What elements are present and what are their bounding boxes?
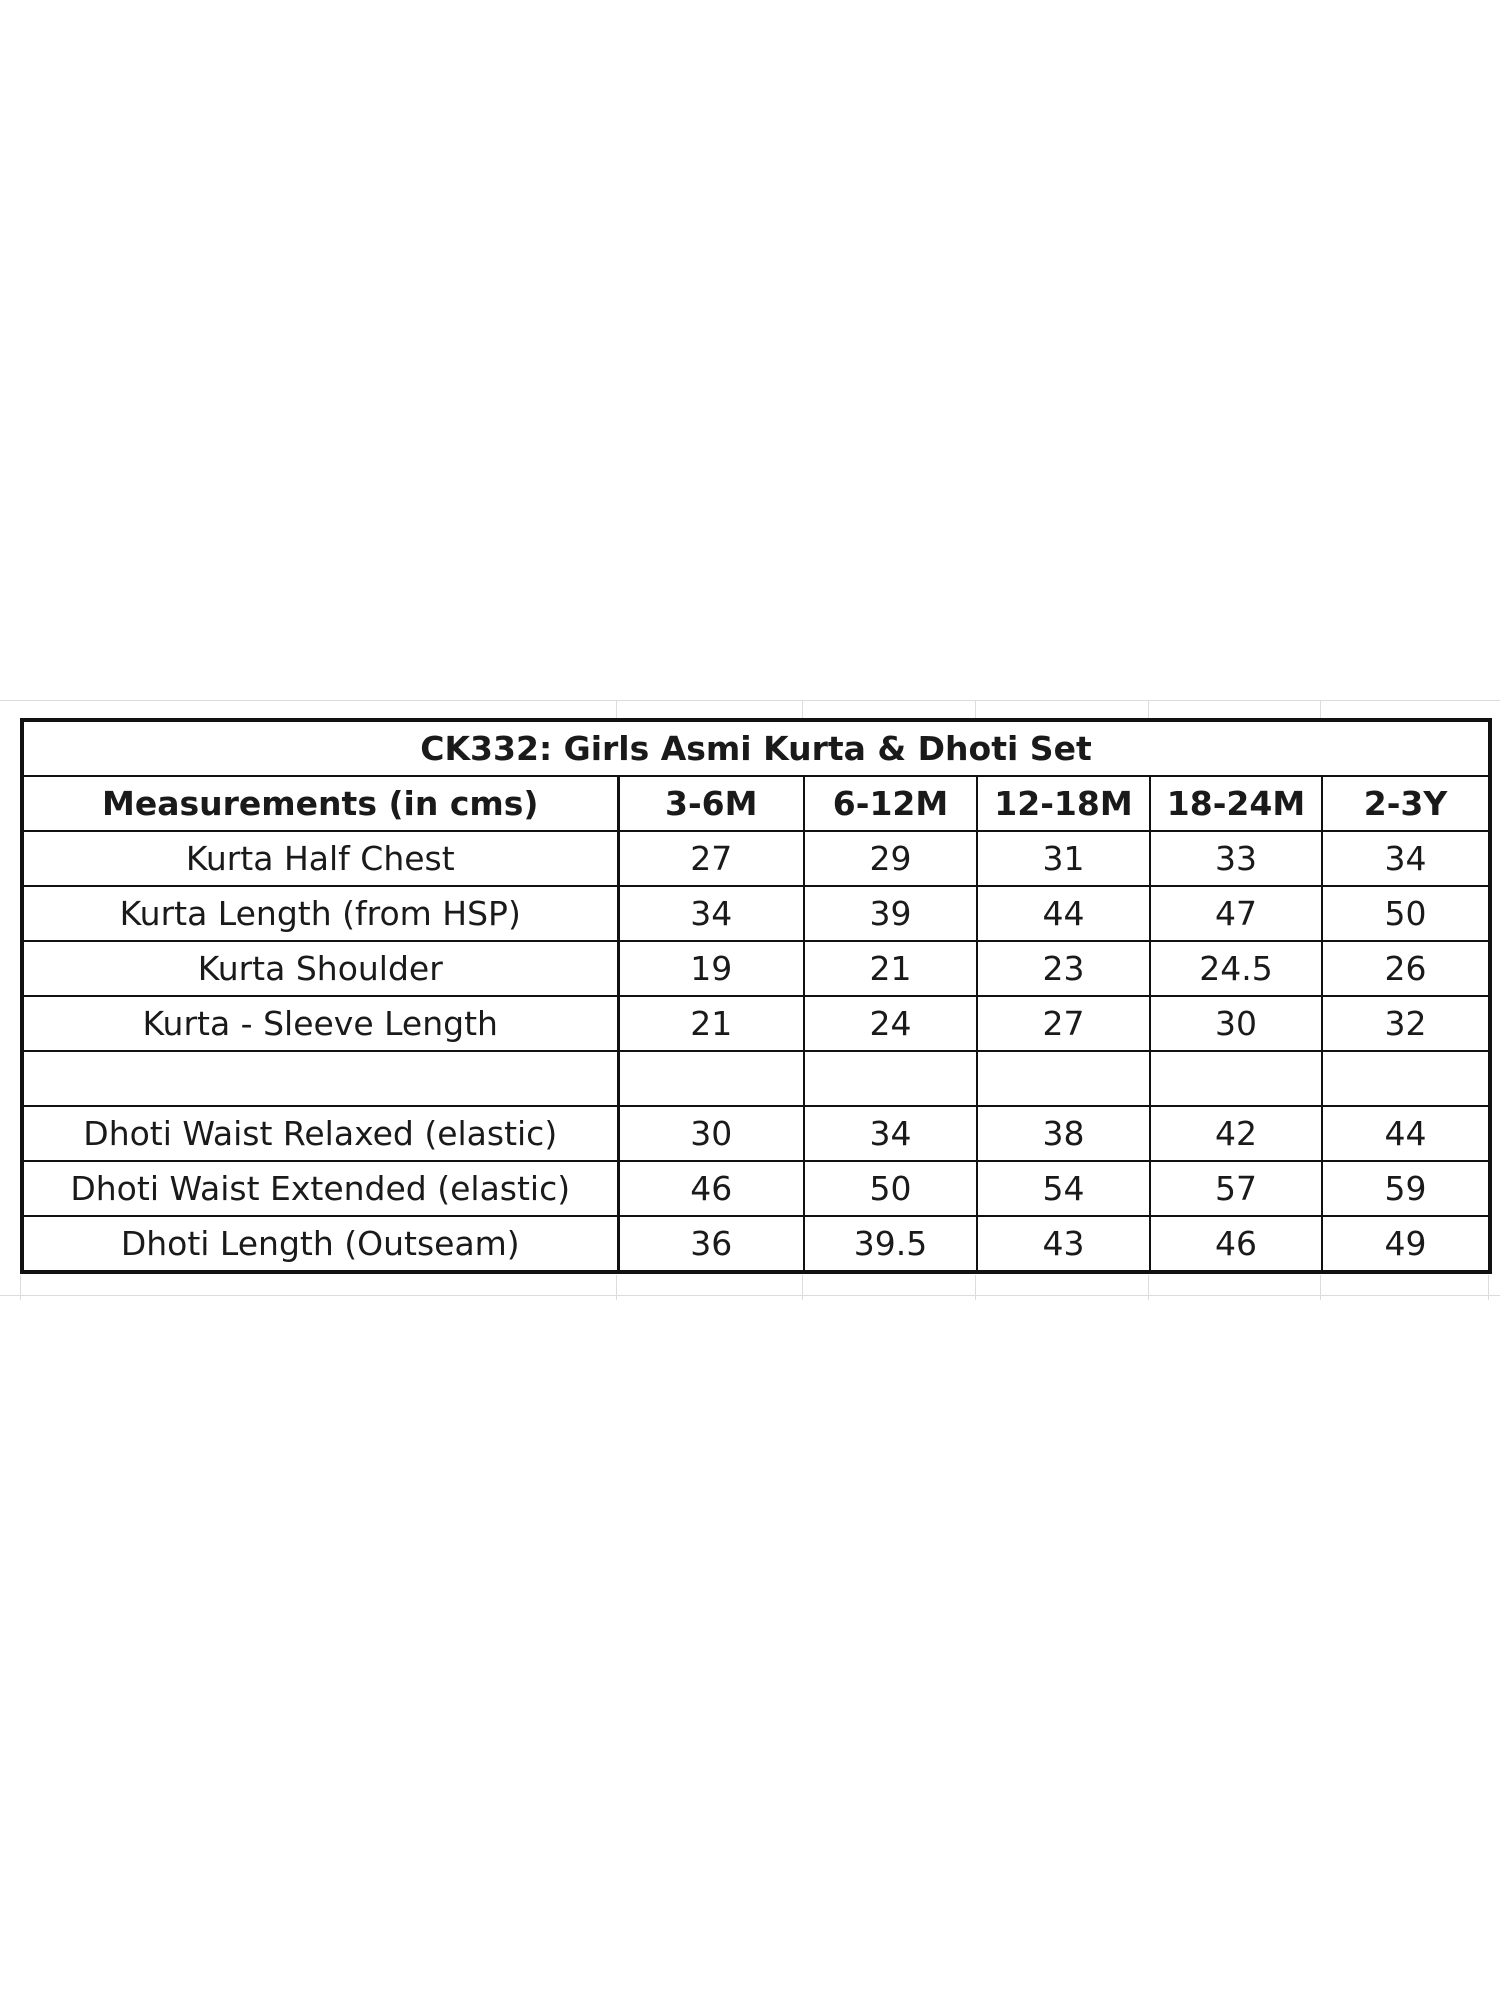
sheet-gridline xyxy=(1148,1275,1149,1300)
size-header: 3-6M xyxy=(618,776,804,831)
table-cell: 34 xyxy=(804,1106,977,1161)
table-cell: 38 xyxy=(977,1106,1150,1161)
measurements-header: Measurements (in cms) xyxy=(22,776,618,831)
table-row xyxy=(22,1161,1490,1216)
size-header: 2-3Y xyxy=(1322,776,1490,831)
sheet-gridline xyxy=(616,1275,617,1300)
table-cell: 59 xyxy=(1322,1161,1490,1216)
size-header: 12-18M xyxy=(977,776,1150,831)
sheet-gridline xyxy=(802,700,803,718)
table-row xyxy=(22,1216,1490,1272)
sheet-gridline xyxy=(0,700,1500,701)
row-label: Dhoti Length (Outseam) xyxy=(22,1216,618,1272)
table-cell xyxy=(1322,1051,1490,1106)
table-cell: 54 xyxy=(977,1161,1150,1216)
table-row xyxy=(22,996,1490,1051)
table-cell xyxy=(1150,1051,1322,1106)
size-chart-table xyxy=(20,718,1492,1274)
table-cell: 26 xyxy=(1322,941,1490,996)
table-cell: 43 xyxy=(977,1216,1150,1272)
row-label: Kurta Shoulder xyxy=(22,941,618,996)
row-label: Dhoti Waist Extended (elastic) xyxy=(22,1161,618,1216)
table-cell: 50 xyxy=(1322,886,1490,941)
row-label: Kurta Half Chest xyxy=(22,831,618,886)
table-cell: 27 xyxy=(618,831,804,886)
table-title: CK332: Girls Asmi Kurta & Dhoti Set xyxy=(22,720,1490,776)
sheet-gridline xyxy=(1320,1275,1321,1300)
size-header: 18-24M xyxy=(1150,776,1322,831)
table-row xyxy=(22,941,1490,996)
table-cell: 32 xyxy=(1322,996,1490,1051)
table-cell: 46 xyxy=(618,1161,804,1216)
table-row xyxy=(22,831,1490,886)
table-cell: 31 xyxy=(977,831,1150,886)
table-header-row xyxy=(22,776,1490,831)
table-cell: 27 xyxy=(977,996,1150,1051)
table-cell: 30 xyxy=(618,1106,804,1161)
table-cell: 50 xyxy=(804,1161,977,1216)
sheet-gridline xyxy=(802,1275,803,1300)
table-cell: 33 xyxy=(1150,831,1322,886)
table-cell: 47 xyxy=(1150,886,1322,941)
sheet-gridline xyxy=(0,1295,1500,1296)
sheet-gridline xyxy=(1148,700,1149,718)
table-cell: 49 xyxy=(1322,1216,1490,1272)
sheet-gridline xyxy=(975,700,976,718)
table-cell: 24.5 xyxy=(1150,941,1322,996)
table-cell: 21 xyxy=(804,941,977,996)
table-cell: 46 xyxy=(1150,1216,1322,1272)
table-row xyxy=(22,886,1490,941)
table-cell: 30 xyxy=(1150,996,1322,1051)
sheet-gridline xyxy=(1320,700,1321,718)
sheet-gridline xyxy=(616,700,617,718)
table-cell: 57 xyxy=(1150,1161,1322,1216)
row-label xyxy=(22,1051,618,1106)
row-label: Kurta Length (from HSP) xyxy=(22,886,618,941)
sheet-gridline xyxy=(1488,1275,1489,1300)
table-cell: 23 xyxy=(977,941,1150,996)
table-cell xyxy=(804,1051,977,1106)
table-row-empty xyxy=(22,1051,1490,1106)
table-cell: 34 xyxy=(1322,831,1490,886)
table-cell: 19 xyxy=(618,941,804,996)
table-cell: 34 xyxy=(618,886,804,941)
sheet-gridline xyxy=(975,1275,976,1300)
table-title-row xyxy=(22,720,1490,776)
table-cell: 44 xyxy=(1322,1106,1490,1161)
table-row xyxy=(22,1106,1490,1161)
table-cell: 39 xyxy=(804,886,977,941)
table-cell: 44 xyxy=(977,886,1150,941)
table-cell: 24 xyxy=(804,996,977,1051)
table-cell: 42 xyxy=(1150,1106,1322,1161)
table-cell: 36 xyxy=(618,1216,804,1272)
sheet-gridline xyxy=(20,1275,21,1300)
row-label: Kurta - Sleeve Length xyxy=(22,996,618,1051)
table-cell: 21 xyxy=(618,996,804,1051)
size-header: 6-12M xyxy=(804,776,977,831)
table-cell xyxy=(977,1051,1150,1106)
table-cell xyxy=(618,1051,804,1106)
row-label: Dhoti Waist Relaxed (elastic) xyxy=(22,1106,618,1161)
table-cell: 39.5 xyxy=(804,1216,977,1272)
table-cell: 29 xyxy=(804,831,977,886)
